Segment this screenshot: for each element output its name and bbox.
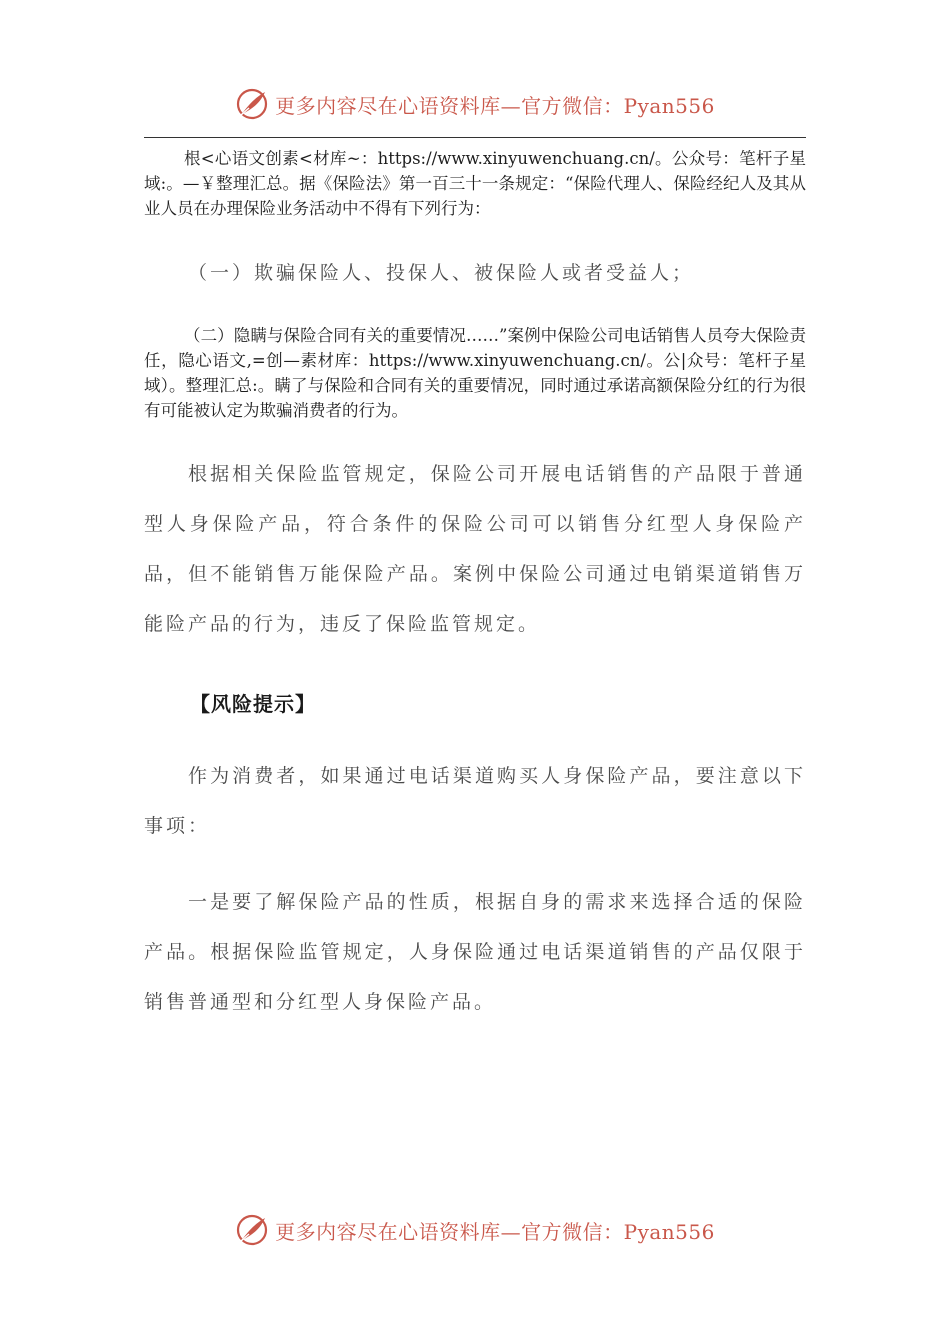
footer-banner <box>0 1210 950 1250</box>
section-heading: 【风险提示】 <box>190 692 316 716</box>
banner-text: 更多内容尽在心语资料库—官方微信：Pyan556 <box>275 1219 715 1244</box>
paragraph-3: （二）隐瞒与保险合同有关的重要情况……”案例中保险公司电话销售人员夸大保险责任，隐心语文,=创—素材库：https://www.xinyuwenchuang.cn/。公|众号：笔杆子星域）。整理汇总:。瞒了与保险和合同有关的重要情况，同时通过承诺高额保险分红的行为很有可能被认定为欺骗消费者的行为。 <box>144 326 806 420</box>
paragraph-2: （一）欺骗保险人、投保人、被保险人或者受益人； <box>188 262 695 284</box>
quill-logo-icon <box>235 87 269 121</box>
paragraph-4: 根据相关保险监管规定，保险公司开展电话销售的产品限于普通型人身保险产品，符合条件的保险公司可以销售分红型人身保险产品，但不能销售万能保险产品。案例中保险公司通过电销渠道销售万能险产品的行为，违反了保险监管规定。 <box>144 463 806 635</box>
paragraph-5: 作为消费者，如果通过电话渠道购买人身保险产品，要注意以下事项： <box>144 765 806 837</box>
quill-logo-icon <box>235 1213 269 1247</box>
header-divider <box>144 137 806 138</box>
banner-text: 更多内容尽在心语资料库—官方微信：Pyan556 <box>275 93 715 118</box>
paragraph-1: 根<心语文创素<材库~：https://www.xinyuwenchuang.cn/。公众号：笔杆子星域:。—￥整理汇总。据《保险法》第一百三十一条规定：“保险代理人、保险经纪人及其从业人员在办理保险业务活动中不得有下列行为： <box>144 149 806 218</box>
header-banner <box>0 84 950 124</box>
paragraph-6: 一是要了解保险产品的性质，根据自身的需求来选择合适的保险产品。根据保险监管规定，人身保险通过电话渠道销售的产品仅限于销售普通型和分红型人身保险产品。 <box>144 891 806 1013</box>
